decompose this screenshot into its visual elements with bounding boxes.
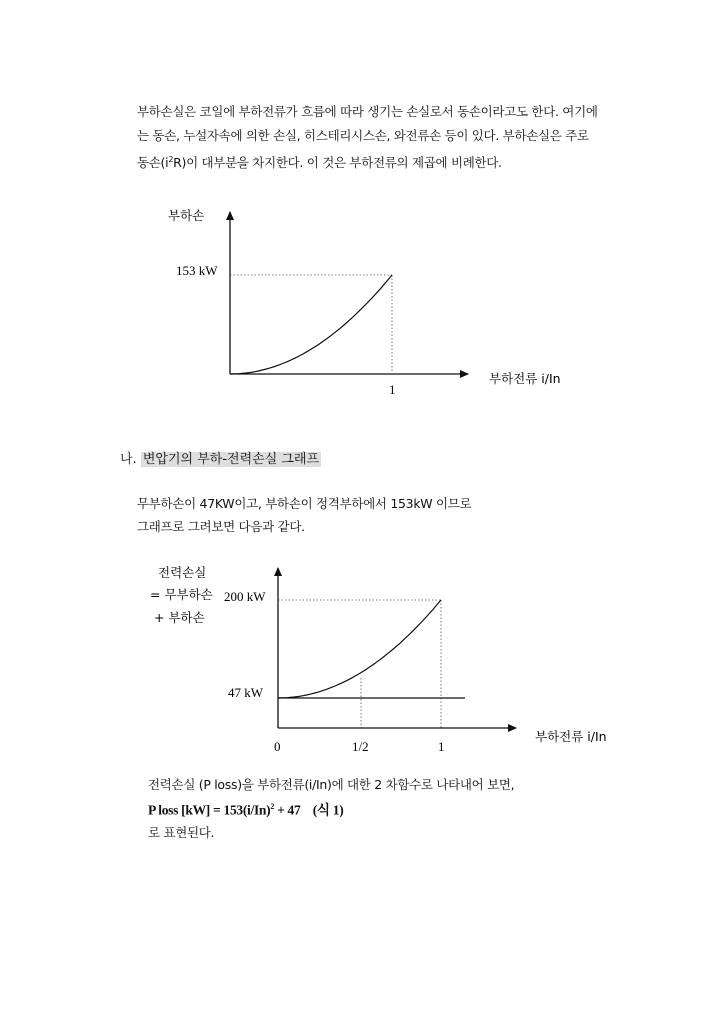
section-heading [120,450,321,470]
intro-line-2: 는 동손, 누설자속에 의한 손실, 히스테리시스손, 와전류손 등이 있다. 부하손실은 주로 [137,128,589,143]
fig1-x-label: 부하전류 i/In [489,371,561,386]
formula-paragraph [148,774,514,844]
fig2-y-tick-top: 200 kW [224,589,266,604]
intro-line-1: 부하손실은 코일에 부하전류가 흐름에 따라 생기는 손실로서 동손이라고도 한다. 여기에 [137,104,598,119]
intro-line-3-start: 동손(i [137,155,169,171]
para2-line-1: 무부하손이 47KW이고, 부하손이 정격부하에서 153kW 이므로 [137,496,472,511]
formula-end: + 47 (식 1) [274,802,344,818]
fig2-x-tick-1: 1 [438,739,445,754]
fig1-y-tick: 153 kW [176,263,218,278]
para3-line-1: 전력손실 (P loss)을 부하전류(i/In)에 대한 2 차함수로 나타내어 보면, [148,777,515,792]
fig1-x-tick: 1 [389,382,396,397]
fig2-x-tick-0: 0 [274,739,281,754]
section-prefix: 나. [120,452,137,467]
para2-line-2: 그래프로 그려보면 다음과 같다. [137,519,305,534]
intro-superscript: 2 [168,155,174,164]
fig2-x-label: 부하전류 i/In [535,729,607,744]
fig2-y-label-1: 전력손실 [158,565,207,580]
para3-line-3: 로 표현된다. [148,824,215,840]
fig1-curve [230,275,392,374]
fig2-x-tick-half: 1/2 [352,739,369,754]
section-title: 변압기의 부하-전력손실 그래프 [142,452,320,467]
fig1-y-label: 부하손 [168,208,205,223]
fig2-y-tick-low: 47 kW [228,685,264,700]
intro-line-3-end: R)이 대부분을 차지한다. 이 것은 부하전류의 제곱에 비례한다. [173,155,502,171]
fig2-y-label-3: + 부하손 [154,610,205,625]
fig2-curve [278,600,441,698]
formula [148,796,514,822]
formula-superscript: 2 [270,802,275,811]
formula-start: P loss [kW] = 153(i/In) [148,802,271,818]
no-load-paragraph [137,492,471,538]
fig2-y-label-2: = 무부하손 [150,587,213,602]
